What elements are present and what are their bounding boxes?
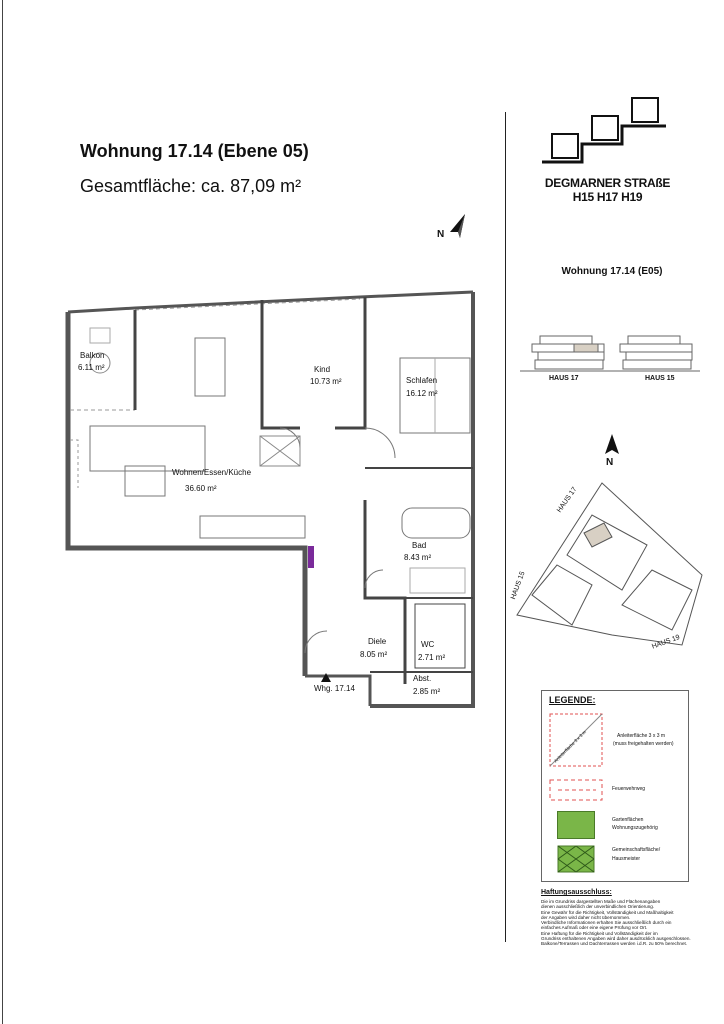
room-area-balkon: 6.11 m² (78, 363, 105, 372)
site-label-haus19: HAUS 19 (651, 634, 681, 651)
brand-line-2: H15 H17 H19 (572, 190, 643, 204)
disclaimer-line: Balkone/Terrassen und Dachterrassen werden i.d.R. zu 50% berechnet. (541, 941, 688, 947)
floor-plan (60, 288, 485, 713)
disclaimer-line: Die im Grundriss dargestellten Maße und Flächenangaben (541, 899, 661, 904)
disclaimer-line: Grundriss enthaltenen Angaben wird daher ausdrücklich ausgeschlossen. (541, 936, 691, 942)
total-area: Gesamtfläche: ca. 87,09 m² (80, 176, 302, 196)
disclaimer-line: einfaches Aufmaß oder eine eigene Prüfung vor Ort. (541, 925, 648, 931)
disclaimer-line: der Angaben wird daher nicht übernommen. (541, 914, 631, 920)
room-label-kind: Kind (314, 365, 331, 374)
room-area-bad: 8.43 m² (404, 553, 432, 562)
legend-item-2: Feuerwehrweg (612, 786, 646, 792)
sidebar-unit-label: Wohnung 17.14 (E05) (561, 266, 663, 277)
brand-line-1: DEGMARNER STRAßE (544, 176, 671, 190)
disclaimer-title: Haftungsausschluss: (541, 889, 612, 896)
room-label-wohnen: Wohnen/Essen/Küche (172, 468, 252, 477)
page-title: Wohnung 17.14 (Ebene 05) (80, 141, 309, 161)
brand-name (540, 176, 675, 204)
legend-communal-swatch (557, 845, 595, 873)
room-area-schlafen: 16.12 m² (406, 389, 438, 398)
legend-item-4-line-2: Hausmeister (612, 856, 641, 862)
room-label-abst: Abst. (413, 674, 432, 683)
disclaimer-line: Eine Haftung für die Richtigkeit und Vollständigkeit der im (541, 930, 658, 936)
room-label-wc: WC (421, 640, 435, 649)
room-area-diele: 8.05 m² (360, 650, 388, 659)
site-plan (512, 475, 712, 650)
disclaimer-text (541, 899, 706, 947)
room-area-kind: 10.73 m² (310, 377, 342, 386)
room-area-wc: 2.71 m² (418, 653, 446, 662)
legend-fire-lane-icon (548, 778, 604, 804)
legend-item-1-line-1: Anleiterfläche 3 x 3 m (617, 733, 666, 739)
elevation-label-haus15: HAUS 15 (645, 375, 675, 382)
disclaimer-line: Verbindliche Informationen erhalten Sie ausschließlich durch ein (541, 920, 672, 926)
room-area-wohnen: 36.60 m² (185, 484, 217, 493)
room-label-schlafen: Schlafen (406, 376, 438, 385)
entrance-label: Whg. 17.14 (314, 684, 355, 693)
north-label: N (437, 229, 445, 240)
site-label-haus15: HAUS 15 (510, 570, 527, 601)
legend-item-1-line-2: (muss freigehalten werden) (613, 741, 674, 747)
elevation-thumbnails (520, 330, 700, 380)
legend-item-1-diagonal: Anleiterfläche 3 x 3 m (553, 729, 588, 764)
legend-item-3-line-2: Wohnungszugehörig (612, 825, 658, 831)
disclaimer-line: dienen ausschließlich der unverbindlichen Orientierung. (541, 904, 655, 910)
site-north-label: N (606, 457, 614, 468)
room-label-bad: Bad (412, 541, 427, 550)
site-label-haus17: HAUS 17 (556, 486, 579, 515)
legend-item-4-line-1: Gemeinschaftsfläche/ (612, 847, 661, 853)
elevation-label-haus17: HAUS 17 (549, 375, 579, 382)
page-border-line (2, 0, 3, 1024)
room-label-balkon: Balkon (80, 351, 105, 360)
disclaimer-line: Eine Gewähr für die Richtigkeit, Vollständigkeit und Maßhaltigkeit (541, 909, 674, 915)
room-label-diele: Diele (368, 637, 387, 646)
legend-title: LEGENDE: (549, 695, 596, 705)
logo-stairs-icon (540, 94, 670, 166)
legend-garden-swatch (557, 811, 595, 839)
sidebar-divider (505, 112, 506, 942)
legend-item-3-line-1: Gartenflächen (612, 817, 644, 823)
room-area-abst: 2.85 m² (413, 687, 441, 696)
site-north-arrow-icon (600, 432, 624, 458)
